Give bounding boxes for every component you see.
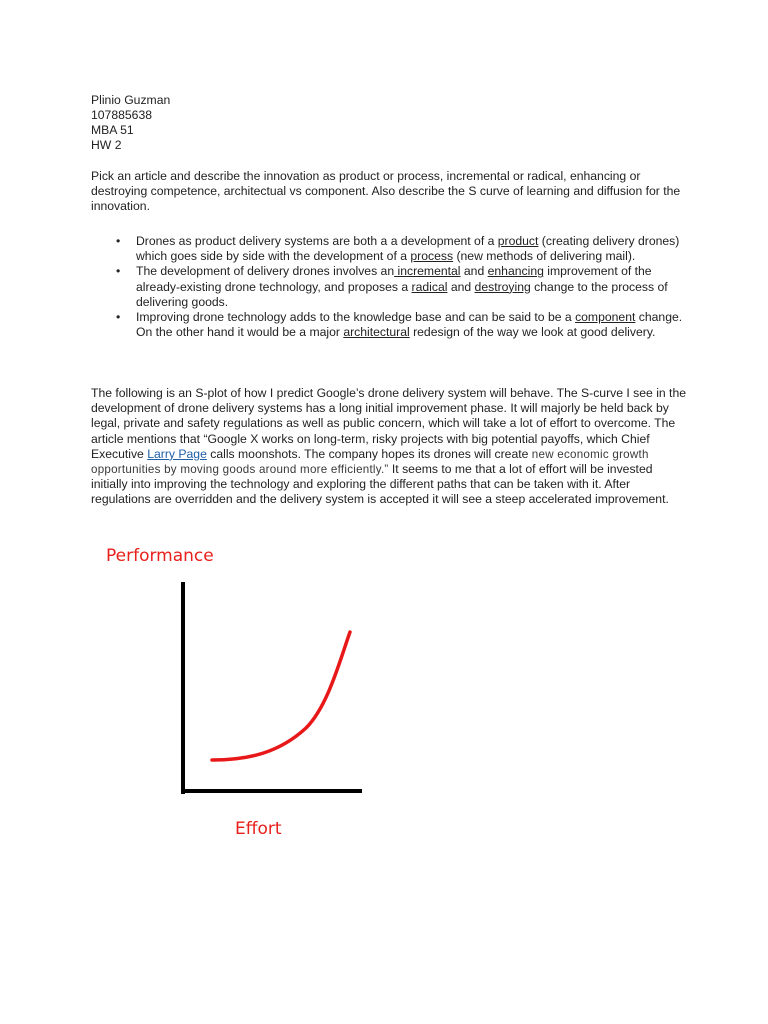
bullet-icon: • xyxy=(116,310,121,325)
list-item xyxy=(91,264,691,310)
bullet-text: change to the process of delivering goods. xyxy=(136,279,668,309)
underlined-term: process xyxy=(410,249,454,264)
bullet-text: (new methods of delivering mail). xyxy=(453,249,636,264)
paragraph-text: The following is an S-plot of how I predict Google’s drone delivery system will behave. The S-curve I see in the development of drone delivery systems has a long initial improvement phase. It will majorly be held back by legal, private and safety regulations as well as public concern, which will take a lot of effort to overcome. The article mentions that “Google X works on long-term, risky projects with big potential payoffs, which Chief Executive xyxy=(91,386,687,461)
bullet-text: Improving drone technology adds to the knowledge base and can be said to be a xyxy=(136,310,576,325)
underlined-term: enhancing xyxy=(487,264,544,279)
bullet-text: and xyxy=(460,264,488,279)
bullet-text: (creating delivery drones) which goes side by side with the development of a xyxy=(136,234,680,264)
bullet-text: redesign of the way we look at good delivery. xyxy=(409,325,656,340)
author-header xyxy=(91,93,170,153)
underlined-term: destroying xyxy=(474,279,531,294)
bullet-text: The development of delivery drones involves an xyxy=(136,264,395,279)
list-item xyxy=(91,234,691,264)
larry-page-link[interactable]: Larry Page xyxy=(147,446,207,461)
bullet-text: change. On the other hand it would be a major xyxy=(136,310,683,340)
underlined-term: radical xyxy=(411,279,448,294)
bullet-icon: • xyxy=(116,264,121,279)
bullet-list xyxy=(91,234,691,340)
underlined-term: incremental xyxy=(394,264,461,279)
assignment-name: HW 2 xyxy=(91,138,122,152)
bullet-text: improvement of the already-existing drone technology, and proposes a xyxy=(136,264,652,294)
bullet-text: and xyxy=(447,279,475,294)
underlined-term: architectural xyxy=(343,325,410,340)
course-name: MBA 51 xyxy=(91,123,134,137)
s-curve-line xyxy=(212,632,350,760)
x-axis-label: Effort xyxy=(235,819,282,839)
underlined-term: component xyxy=(575,310,636,325)
assignment-prompt: Pick an article and describe the innovation as product or process, incremental or radical, enhancing or destroying competence, architectual vs component. Also describe the S curve of learning and diffusion for the innovation. xyxy=(91,169,681,213)
s-curve-figure xyxy=(100,540,380,850)
bullet-icon: • xyxy=(116,234,121,248)
underlined-term: product xyxy=(497,234,539,248)
student-id: 107885638 xyxy=(91,108,153,122)
author-name: Plinio Guzman xyxy=(91,93,171,107)
paragraph-text: It seems to me that a lot of effort will be invested initially into improving the technology and exploring the different paths that can be taken with it. After regulations are overridden and the delivery system is accepted it will see a steep accelerated improvement. xyxy=(91,462,669,507)
bullet-text: Drones as product delivery systems are both a a development of a xyxy=(136,234,498,248)
analysis-paragraph xyxy=(91,386,691,508)
y-axis-label: Performance xyxy=(106,546,214,566)
quoted-text: new economic growth opportunities by moving goods around more efficiently.” xyxy=(91,447,649,477)
s-curve-drawing xyxy=(100,540,380,850)
paragraph-text: calls moonshots. The company hopes its drones will create xyxy=(206,446,532,461)
list-item xyxy=(91,310,691,340)
